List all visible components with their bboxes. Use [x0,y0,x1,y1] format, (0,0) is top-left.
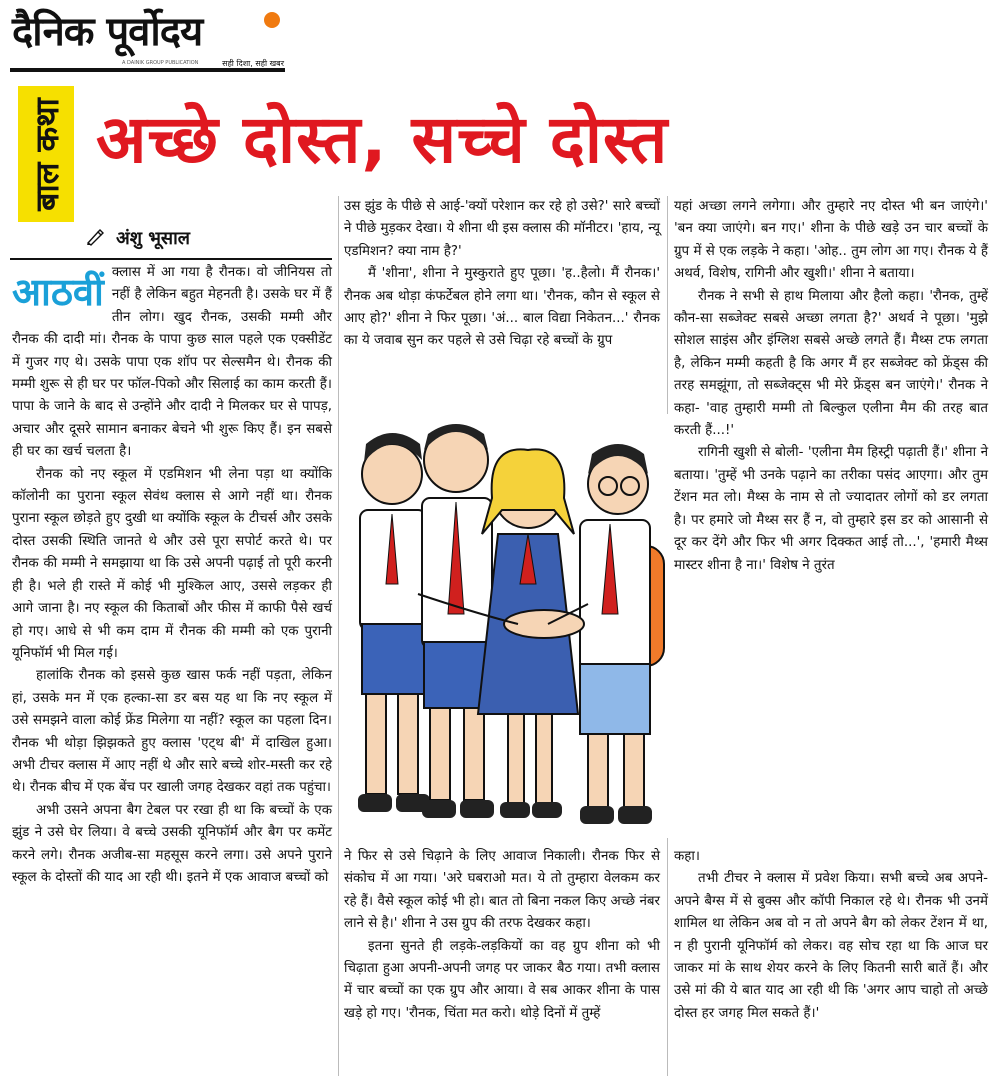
article-column-1 [12,262,332,889]
article-paragraph: इतना सुनते ही लड़के-लड़कियों का वह ग्रुप शीना को भी चिढ़ाता हुआ अपनी-अपनी जगह पर जाकर बैठ गया। तभी क्लास में चार बच्चों का एक ग्रुप और आया। वे सब आकर शीना के पास खड़े हो गए। 'रौनक, चिंता मत करो। थोड़े दिनों में तुम्हें [344,938,660,1021]
article-paragraph: उस झुंड के पीछे से आई-'क्यों परेशान कर रहे हो उसे?' सारे बच्चों ने पीछे मुड़कर देखा। ये शीना थी इस क्लास की मॉनीटर। 'हाय, न्यू एडमिशन? क्या नाम है?' [344,199,660,259]
article-paragraph: तभी टीचर ने क्लास में प्रवेश किया। सभी बच्चे अब अपने-अपने बैग्स में से बुक्स और कॉपी निकाल रहे थे। रौनक भी उनमें शामिल था लेकिन अब वो न तो अपने बैग को लेकर टेंशन में था, न ही पुरानी यूनिफॉर्म को लेकर। वह सोच रहा था कि आज घर जाकर मां के साथ शेयर करने के लिए कितनी सारी बातें हैं। और उसे मां की ये बात याद आ रही थी कि 'अगर आप चाहो तो अच्छे दोस्त हर जगह मिल सकते हैं।' [674,871,988,1021]
byline-rule [10,258,332,260]
lead-text: क्लास में आ गया है रौनक। वो जीनियस तो नहीं है लेकिन बहुत मेहनती है। उसके घर में हैं तीन लोग। खुद रौनक, उसकी मम्मी और रौनक की दादी मां। रौनक के पापा कुछ साल पहले एक एक्सीडेंट में गुजर गए थे। उसके पापा एक शॉप पर सेल्समैन थे। रौनक की मम्मी शुरू से ही घर पर फॉल-पिको और सिलाई का काम करती हैं। पापा के जाने के बाद से उन्होंने और दादी ने मिलकर घर से पापड़, अचार और दूसरे सामान बनाकर बेचने भी शुरू किए हैं। इन सबसे ही घर का खर्च चलता है। [12,265,332,460]
article-paragraph: कहा। [674,849,700,864]
article-paragraph: रौनक को नए स्कूल में एडमिशन भी लेना पड़ा था क्योंकि कॉलोनी का पुराना स्कूल सेवंथ क्लास से आगे नहीं था। रौनक पुराना स्कूल छोड़ते हुए दुखी था क्योंकि स्कूल के टीचर्स और उसके दोस्त उसकी स्थिति जानते थे और उसे पूरा सपोर्ट करते थे। पर रौनक की मम्मी ने समझाया था कि उसे अपनी पढ़ाई तो पूरी करनी ही है। भले ही रास्ते में कोई भी मुश्किल आए, उससे लड़कर ही आगे जाना है। नए स्कूल की किताबों और फीस में काफी पैसे खर्च हो गए। आधे से भी कम दाम में रौनक की मम्मी को एक पुरानी यूनिफॉर्म भी मिल गई। [12,466,332,661]
newspaper-tagline: सही दिशा, सही खबर [222,59,284,68]
masthead-small-text: A DAINIK GROUP PUBLICATION [122,60,199,66]
article-column-3 [674,196,988,577]
article-column-2-top [344,196,660,353]
children-group-illustration [348,414,668,838]
article-paragraph: यहां अच्छा लगने लगेगा। और तुम्हारे नए दोस्त भी बन जाएंगे।' 'बन क्या जाएंगे। बन गए।' शीना के पीछे खड़े उन चार बच्चों के ग्रुप में से एक लड़के ने कहा। 'ओह.. तुम लोग आ गए। रौनक ये हैं अथर्व, विशेष, रागिनी और खुशी।' शीना ने बताया। [674,199,988,282]
dropcap-wrap [12,262,104,326]
section-label-text: बाल कथा [27,97,66,211]
masthead-rule [10,68,285,72]
newspaper-name: दैनिक पूर्वोदय [12,9,203,55]
article-paragraph: रौनक ने सभी से हाथ मिलाया और हैलो कहा। 'रौनक, तुम्हें कौन-सा सब्जेक्ट सबसे अच्छा लगता है?' अथर्व ने पूछा। 'मुझे सोशल साइंस और इंग्लिश सबसे अच्छे लगते हैं। मैथ्स टफ लगता है, लेकिन मम्मी कहती है कि अगर मैं हर सब्जेक्ट को फ्रेंड्स की तरह समझूंगा, तो सब्जेक्ट्स भी मेरे फ्रेंड्स बन जाएंगे।' रौनक ने कहा- 'वाह तुम्हारी मम्मी तो बिल्कुल एलीना मैम की तरह बात करती हैं...!' [674,288,988,439]
article-paragraph: ने फिर से उसे चिढ़ाने के लिए आवाज निकाली। रौनक फिर से संकोच में आ गया। 'अरे घबराओ मत। ये तो तुम्हारा वेलकम कर रहे हैं। वैसे स्कूल कोई भी हो। बात तो बिना नकल किए अच्छे नंबर लाने से है।' शीना ने उस ग्रुप की तरफ देखकर कहा। [344,849,660,932]
article-paragraph: रागिनी खुशी से बोली- 'एलीना मैम हिस्ट्री पढ़ाती हैं।' शीना ने बताया। 'तुम्हें भी उनके पढ़ाने का तरीका पसंद आएगा। और तुम टेंशन मत लो। मैथ्स के नाम से तो ज्यादातर लोगों को डर लगता है। पर हमारे जो मैथ्स सर हैं न, वो तुम्हारे इस डर को आसानी से दूर कर देंगे और फिर भी अगर दिक्कत आई तो...', 'हमारी मैथ्स मास्टर शीना है ना।' विशेष ने तुरंत [674,445,988,573]
pen-icon [86,228,106,246]
article-column-2-bottom [344,846,660,1025]
article-paragraph: अभी उसने अपना बैग टेबल पर रखा ही था कि बच्चों के एक झुंड ने उसे घेर लिया। वे बच्चे उसकी यूनिफॉर्म और बैग पर कमेंट करने लगे। रौनक अजीब-सा महसूस करने लगा। उसे अपने पुराने स्कूल के दोस्तों की याद आ रही थी। इतने में एक आवाज बच्चों को [12,802,332,885]
article-column-3-bottom [674,846,988,1025]
article-paragraph: हालांकि रौनक को इससे कुछ खास फर्क नहीं पड़ता, लेकिन हां, उसके मन में एक हल्का-सा डर बस यह था कि नए स्कूल में उसे समझने वाला कोई फ्रेंड मिलेगा या नहीं? स्कूल का पहला दिन। रौनक भी थोड़ा झिझकते हुए क्लास 'एट्थ बी' में दाखिल हुआ। अभी टीचर क्लास में आए नहीं थे और सारे बच्चे शोर-मस्ती कर रहे थे। रौनक बीच में एक बेंच पर खाली जगह देखकर वहां तक पहुंचा। [12,668,332,796]
headline: अच्छे दोस्त, सच्चे दोस्त [96,101,669,178]
masthead [12,6,284,70]
section-label [18,86,74,222]
dropcap-word: आठवीं [12,270,104,314]
article-paragraph [12,262,332,464]
article-paragraph: मैं 'शीना', शीना ने मुस्कुराते हुए पूछा। 'ह..हैलो। मैं रौनक।' रौनक अब थोड़ा कंफर्टेबल होने लगा था। 'रौनक, कौन से स्कूल से आए हो?' शीना ने फिर पूछा। 'अं... बाल विद्या निकेतन...' रौनक का ये जवाब सुन कर पहले से उसे चिढ़ा रहे बच्चों के ग्रुप [344,266,660,349]
author-byline: अंशु भूसाल [116,228,190,249]
column-divider [338,196,339,1076]
logo-dot-icon [264,12,280,28]
